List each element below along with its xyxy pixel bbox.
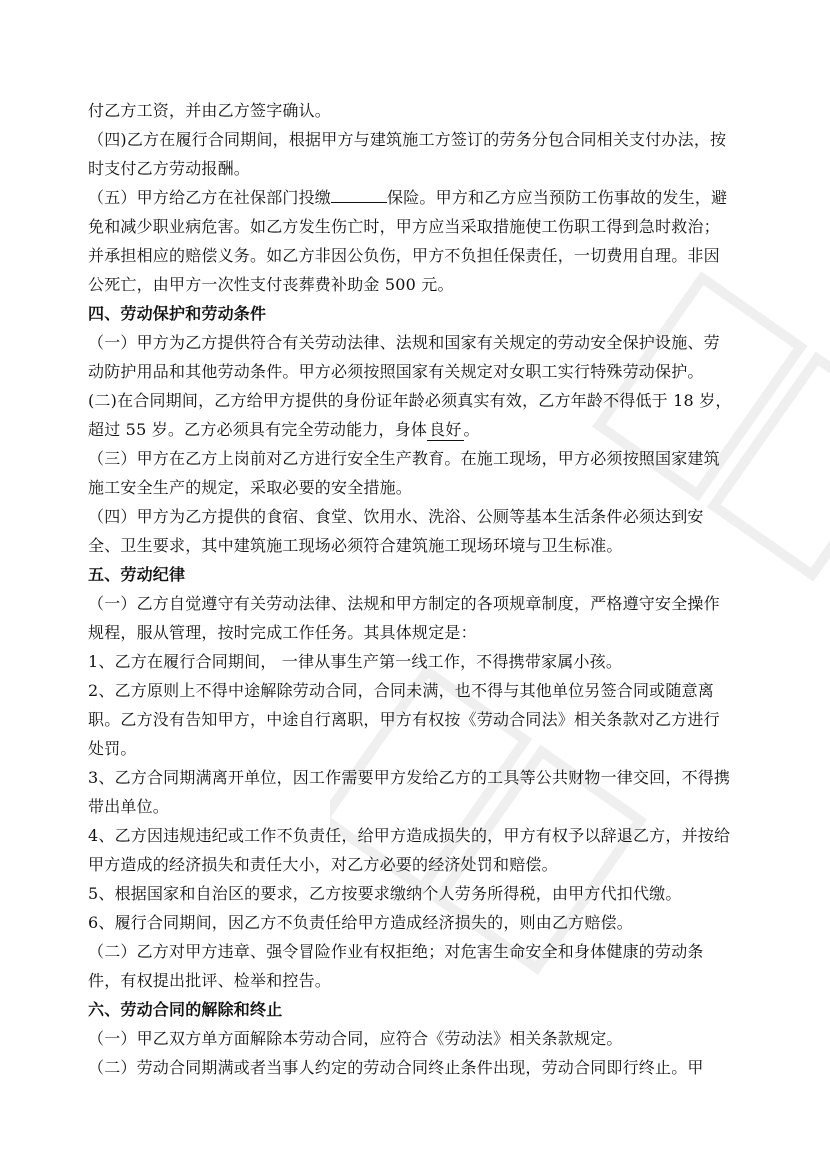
- insurance-text-start: （五）甲方给乙方在社保部门投缴: [88, 188, 332, 207]
- paragraph-4-3: （三）甲方在乙方上岗前对乙方进行安全生产教育。在施工现场，甲方必须按照国家建筑施工安全生产的规定，采取必要的安全措施。: [88, 449, 720, 497]
- paragraph-4-4: （四）甲方为乙方提供的食宿、食堂、饮用水、洗浴、公厕等基本生活条件必须达到安全、卫生要求，其中建筑施工现场必须符合建筑施工现场环境与卫生标准。: [88, 507, 704, 555]
- paragraph-wages-confirm: 付乙方工资，并由乙方签字确认。: [88, 101, 332, 120]
- health-underlined-value: 良好: [429, 420, 462, 439]
- paragraph-6-1: （一）甲乙双方单方面解除本劳动合同，应符合《劳动法》相关条款规定。: [88, 1029, 623, 1048]
- rule-item-4: 4、乙方因违规违纪或工作不负责任，给甲方造成损失的，甲方有权予以辞退乙方，并按给甲方造成的经济损失和责任大小，对乙方必要的经济处罚和赔偿。: [88, 826, 731, 874]
- paragraph-6-2: （二）劳动合同期满或者当事人约定的劳动合同终止条件出现，劳动合同即行终止。甲: [88, 1058, 704, 1077]
- paragraph-4-1: （一）甲方为乙方提供符合有关劳动法律、法规和国家有关规定的劳动安全保护设施、劳动防护用品和其他劳动条件。甲方必须按照国家有关规定对女职工实行特殊劳动保护。: [88, 333, 720, 381]
- insurance-blank: [331, 184, 387, 203]
- document-page: [88, 96, 734, 1082]
- insurance-text-end: 保险。甲方和乙方应当预防工伤事故的发生，避免和减少职业病危害。如乙方发生伤亡时，甲方应当采取措施使工伤职工得到急时救治；并承担相应的赔偿义务。如乙方非因公负伤，甲方不负担任保责任，一切费用自理。非因公死亡，由甲方一次性支付丧葬费补助金 500 元。: [88, 188, 728, 294]
- paragraph-4-2: [88, 386, 734, 444]
- rule-item-6: 6、履行合同期间，因乙方不负责任给甲方造成经济损失的，则由乙方赔偿。: [88, 913, 633, 932]
- paragraph-pay-method: （四)乙方在履行合同期间，根据甲方与建筑施工方签订的劳务分包合同相关支付办法，按时支付乙方劳动报酬。: [88, 130, 727, 178]
- rule-item-5: 5、根据国家和自治区的要求，乙方按要求缴纳个人劳务所得税，由甲方代扣代缴。: [88, 884, 682, 903]
- paragraph-5-1: （一）乙方自觉遵守有关劳动法律、法规和甲方制定的各项规章制度，严格遵守安全操作规程，服从管理，按时完成工作任务。其具体规定是：: [88, 594, 720, 642]
- paragraph-5-2: （二）乙方对甲方违章、强令冒险作业有权拒绝；对危害生命安全和身体健康的劳动条件，有权提出批评、检举和控告。: [88, 942, 704, 990]
- rule-item-2: 2、乙方原则上不得中途解除劳动合同，合同未满，也不得与其他单位另签合同或随意离职。乙方没有告知甲方，中途自行离职，甲方有权按《劳动合同法》相关条款对乙方进行处罚。: [88, 681, 720, 758]
- paragraph-insurance: [88, 183, 734, 299]
- rule-item-3: 3、乙方合同期满离开单位，因工作需要甲方发给乙方的工具等公共财物一律交回，不得携带出单位。: [88, 768, 731, 816]
- heading-section-5: 五、劳动纪律: [88, 565, 186, 584]
- paragraph-4-2-end: 。: [463, 420, 480, 439]
- heading-section-6: 六、劳动合同的解除和终止: [88, 1000, 283, 1019]
- paragraph-4-2-text: (二)在合同期间，乙方给甲方提供的身份证年龄必须真实有效，乙方年龄不得低于 18 岁，超过 55 岁。乙方必须具有完全劳动能力，身体: [88, 391, 732, 439]
- rule-item-1: 1、乙方在履行合同期间， 一律从事生产第一线工作，不得携带家属小孩。: [88, 652, 623, 671]
- heading-section-4: 四、劳动保护和劳动条件: [88, 304, 267, 323]
